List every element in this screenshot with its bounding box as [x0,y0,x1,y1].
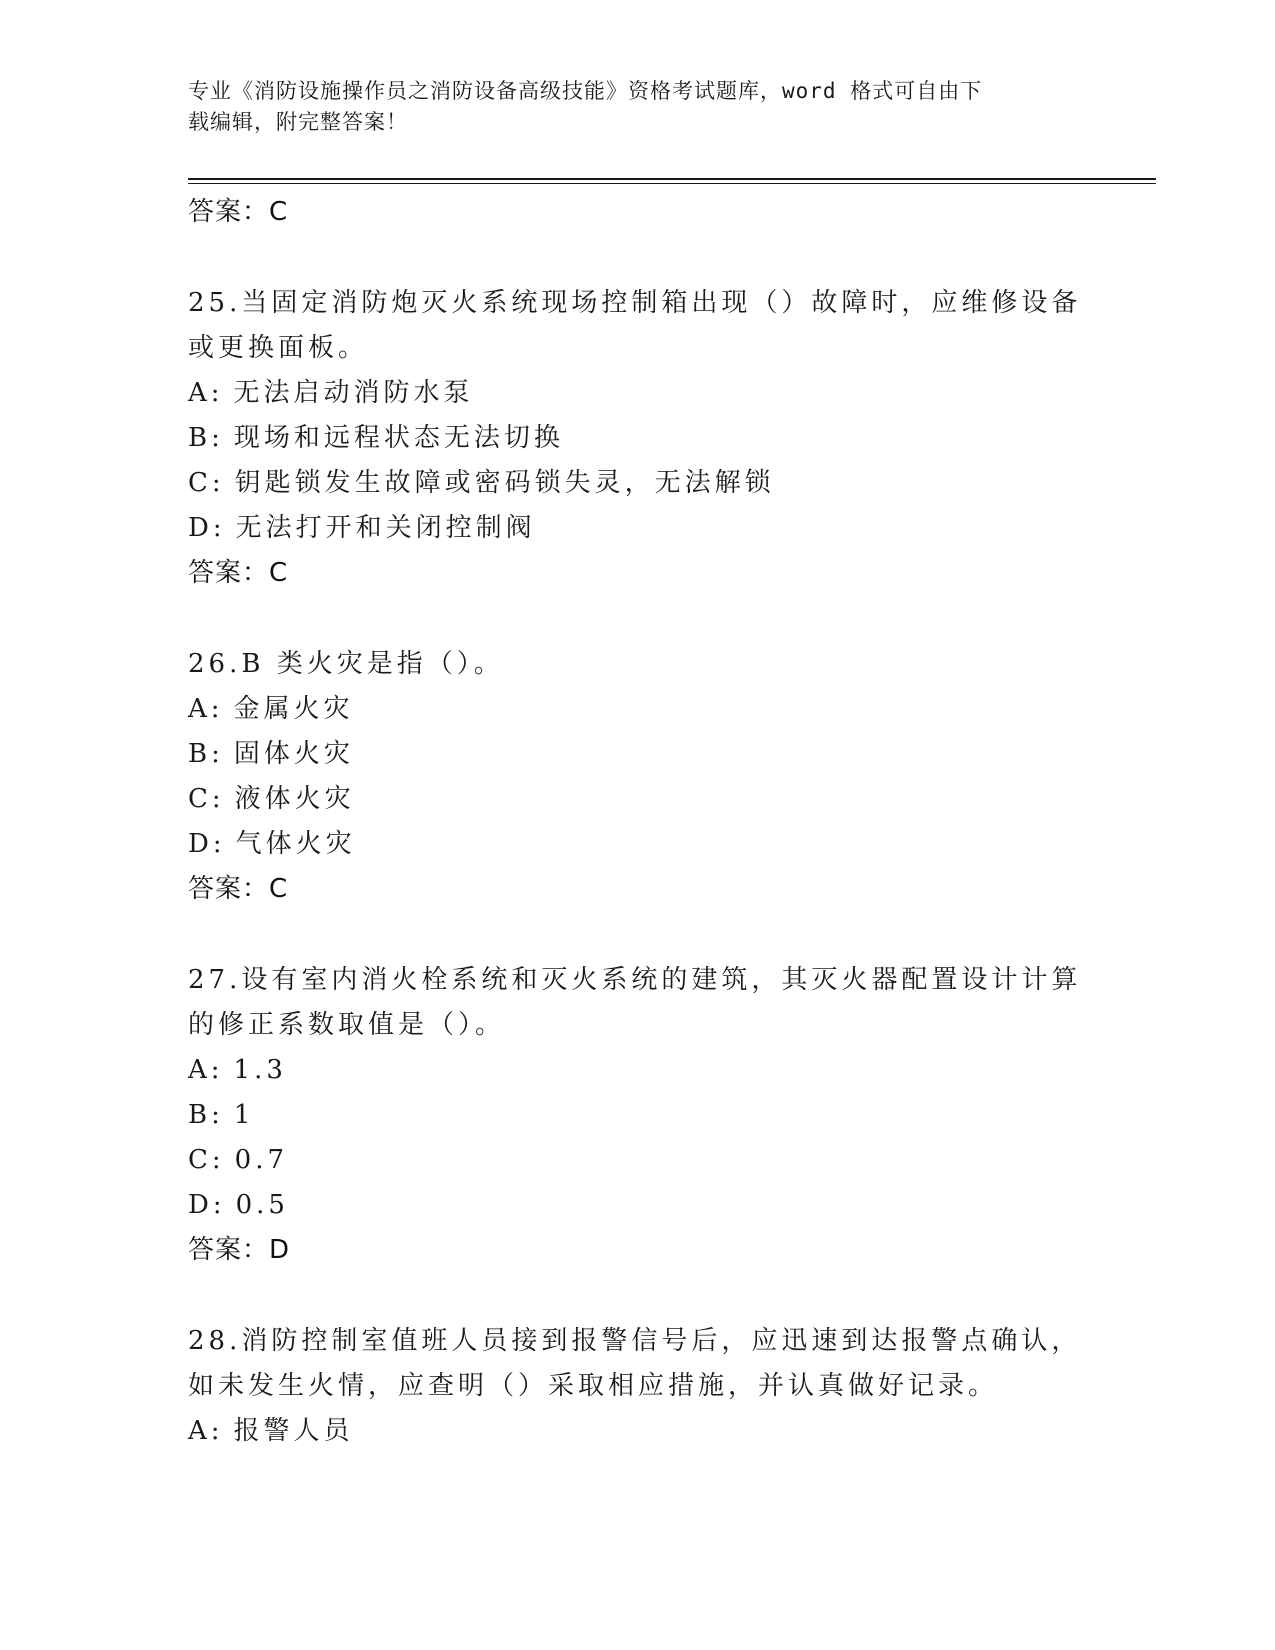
question-27: 27.设有室内消火栓系统和灭火系统的建筑，其灭火器配置设计计算的修正系数取值是（）。 [188,965,1082,1040]
option-d [188,822,1088,867]
option-key: B: [188,423,224,453]
option-b [188,1093,1088,1138]
question-list [188,190,1088,1454]
option-text: 固体火灾 [233,739,354,769]
option-a [188,687,1088,732]
option-key: D: [188,1190,226,1220]
option-c [188,461,1088,506]
option-b [188,416,1088,461]
option-text: 0.5 [235,1190,289,1220]
option-key: C: [188,468,225,498]
answer-line: 答案：C [188,197,289,227]
option-text: 报警人员 [233,1416,354,1446]
option-key: A: [188,694,224,724]
question-26: 26.B 类火灾是指（）。 [188,649,504,679]
option-text: 无法打开和关闭控制阀 [235,513,536,543]
option-text: 无法启动消防水泵 [233,378,474,408]
option-text: 0.7 [234,1145,289,1175]
option-text: 现场和远程状态无法切换 [233,423,564,453]
question-25: 25.当固定消防炮灭火系统现场控制箱出现（）故障时，应维修设备或更换面板。 [188,288,1082,363]
option-a [188,1048,1088,1093]
header-divider-thick [188,178,1156,180]
option-text: 液体火灾 [234,784,355,814]
header-divider-thin [188,183,1156,184]
option-text: 金属火灾 [233,694,354,724]
header-line-1: 专业《消防设施操作员之消防设备高级技能》资格考试题库，word 格式可自由下 [188,79,983,103]
option-text: 气体火灾 [235,829,356,859]
option-key: A: [188,1416,224,1446]
answer-line: 答案：C [188,874,289,904]
option-a [188,371,1088,416]
option-key: A: [188,1055,224,1085]
answer-line: 答案：C [188,558,289,588]
option-text: 1.3 [233,1055,287,1085]
option-key: D: [188,513,226,543]
option-key: A: [188,378,224,408]
option-a [188,1409,1088,1454]
option-key: D: [188,829,226,859]
option-key: B: [188,1100,224,1130]
option-text: 1 [233,1100,255,1130]
question-28: 28.消防控制室值班人员接到报警信号后，应迅速到达报警点确认，如未发生火情，应查明（）采取相应措施，并认真做好记录。 [188,1326,1082,1401]
option-d [188,1183,1088,1228]
document-header [188,76,1088,138]
option-c [188,1138,1088,1183]
header-line-2: 载编辑，附完整答案！ [188,110,408,134]
option-key: B: [188,739,224,769]
option-key: C: [188,1145,225,1175]
option-key: C: [188,784,225,814]
option-d [188,506,1088,551]
option-text: 钥匙锁发生故障或密码锁失灵，无法解锁 [234,468,775,498]
answer-line: 答案：D [188,1235,291,1265]
option-b [188,732,1088,777]
option-c [188,777,1088,822]
